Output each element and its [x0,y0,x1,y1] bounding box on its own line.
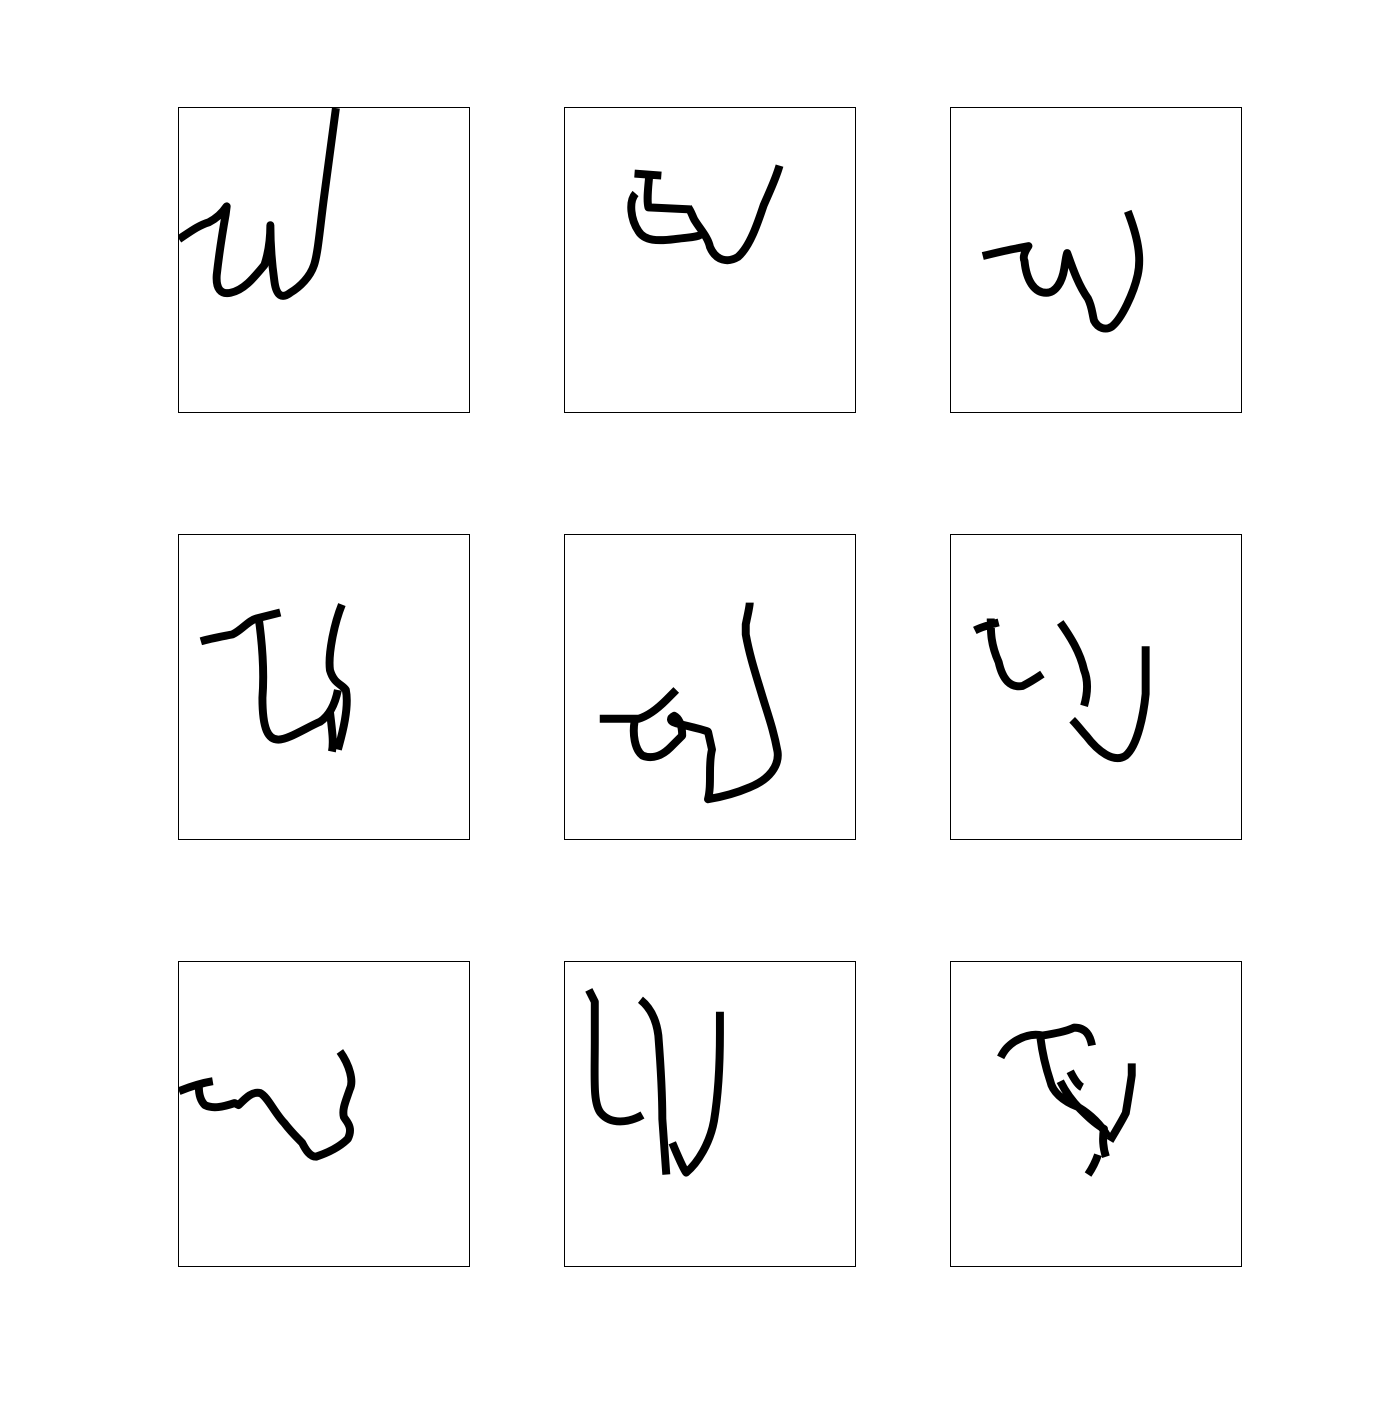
pen-stroke [179,1051,351,1156]
pen-stroke [179,108,336,296]
pen-stroke [600,603,778,800]
sample-panel-6 [950,534,1242,840]
pen-stroke [631,166,779,261]
handwriting-sample-6 [951,535,1241,839]
sample-panel-1 [178,107,470,413]
handwriting-sample-7 [179,962,469,1266]
sample-panel-3 [950,107,1242,413]
sample-panel-2 [564,107,856,413]
pen-stroke [1001,1028,1132,1175]
pen-stroke [983,211,1139,328]
handwriting-sample-2 [565,108,855,412]
handwriting-sample-3 [951,108,1241,412]
sample-panel-9 [950,961,1242,1267]
pen-stroke [201,605,347,752]
sample-panel-8 [564,961,856,1267]
sample-panel-5 [564,534,856,840]
sample-panel-4 [178,534,470,840]
pen-stroke [589,990,720,1175]
handwriting-sample-5 [565,535,855,839]
sample-panel-7 [178,961,470,1267]
handwriting-sample-9 [951,962,1241,1266]
handwriting-sample-8 [565,962,855,1266]
handwriting-sample-4 [179,535,469,839]
pen-stroke [975,618,1146,758]
handwriting-sample-1 [179,108,469,412]
